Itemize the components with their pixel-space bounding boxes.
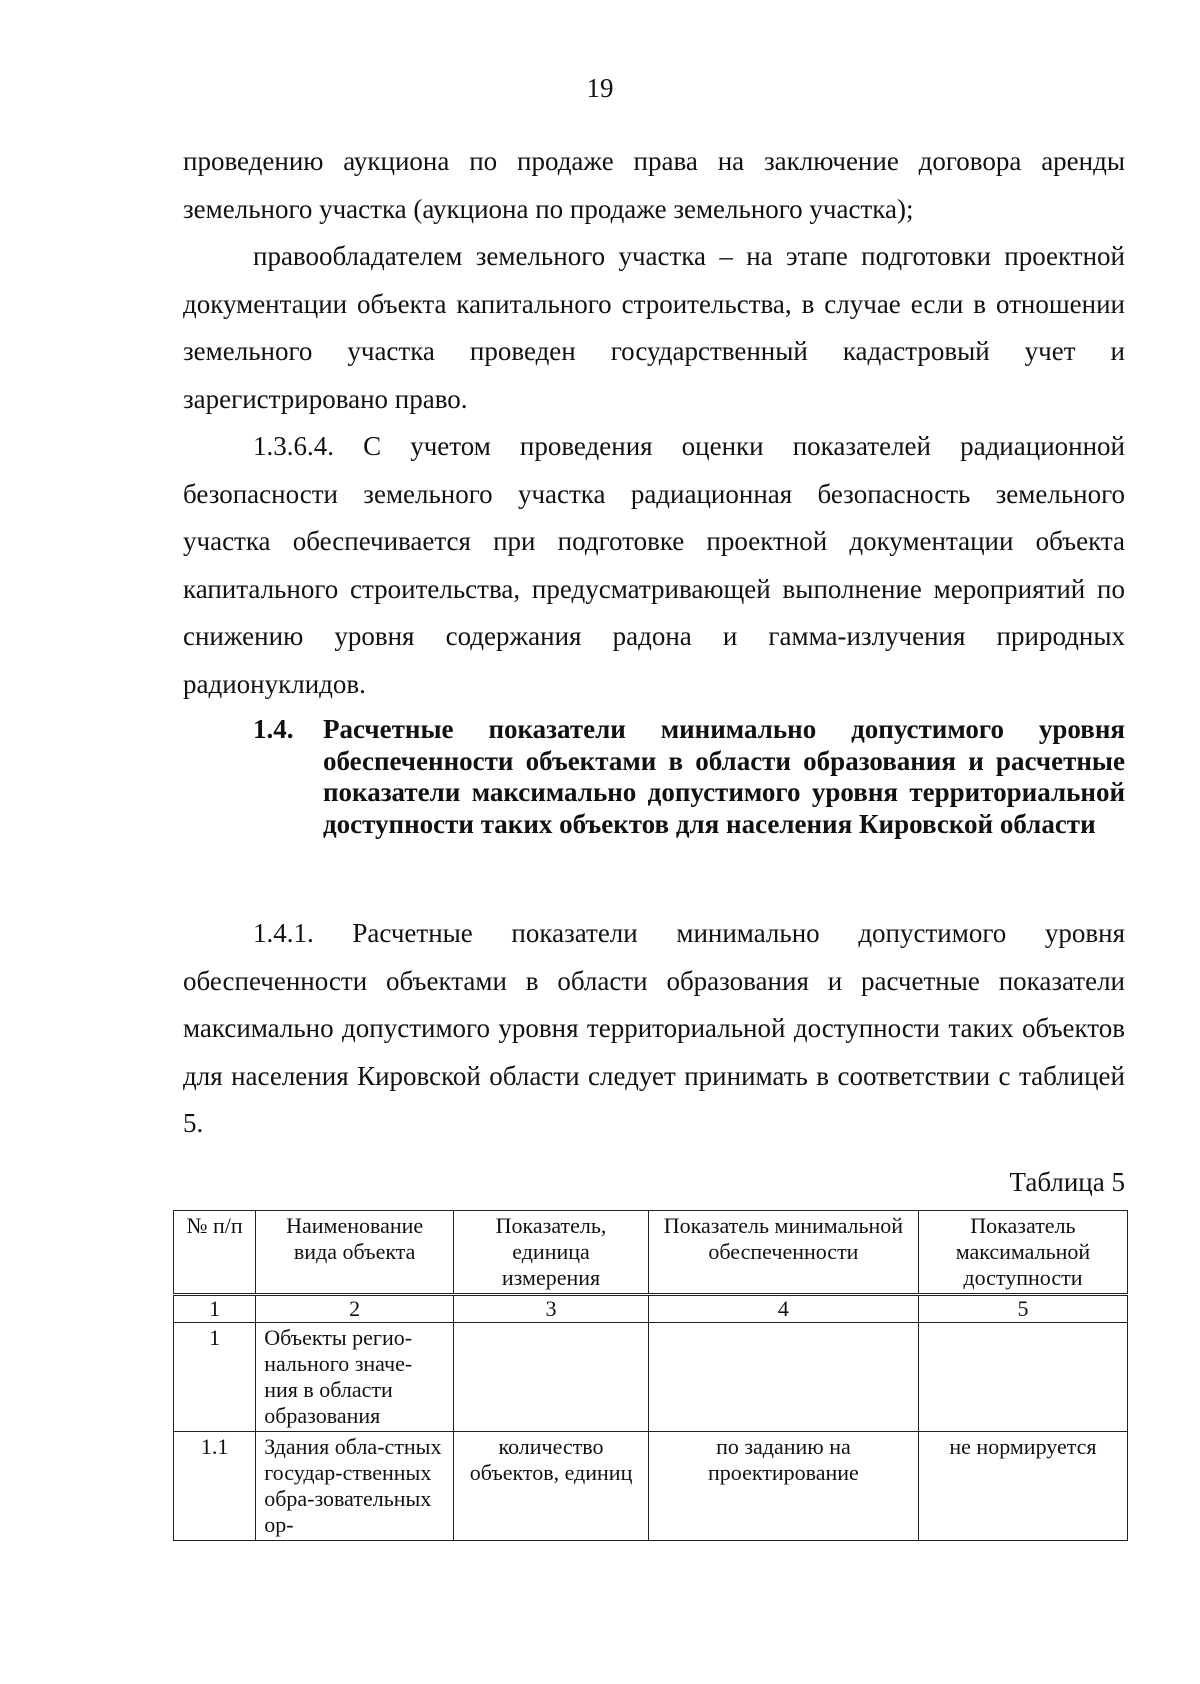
column-number-cell: 3 [454,1294,649,1322]
section-title: Расчетные показатели минимально допустимого уровня обеспеченности объектами в области образования и расчетные показатели максимально допустимого уровня территориальной доступности таких объектов для населения Кировской области [323,714,1125,839]
table-cell: по заданию на проектирование [648,1431,918,1540]
paragraph-1-3-6-4: 1.3.6.4. С учетом проведения оценки показателей радиационной безопасности земельного участка радиационная безопасность земельного участка обеспечивается при подготовке проектной документации объекта капитального строительства, предусматривающей выполнение мероприятий по снижению уровня содержания радона и гамма-излучения природных радионуклидов. [183,431,1125,699]
table-cell: 1 [174,1322,256,1431]
table-cell [648,1322,918,1431]
table-cell [454,1322,649,1431]
table-5 [173,1210,1128,1541]
document-body [183,138,1125,1537]
column-number-cell: 5 [918,1294,1127,1322]
header-cell: Показатель минимальной обеспеченности [648,1210,918,1294]
table-cell: 1.1 [174,1431,256,1540]
table-cell: количество объектов, единиц [454,1431,649,1540]
paragraph-1-4-1: 1.4.1. Расчетные показатели минимально допустимого уровня обеспеченности объектами в области образования и расчетные показатели максимально допустимого уровня территориальной доступности таких объектов для населения Кировской области следует принимать в соответствии с таблицей 5. [183,918,1125,1138]
header-cell: № п/п [174,1210,256,1294]
page-number: 19 [586,73,614,103]
column-number-cell: 4 [648,1294,918,1322]
paragraph-continuation: проведению аукциона по продаже права на заключение договора аренды земельного участка (аукциона по продаже земельного участка); [183,146,1125,224]
table-cell: не нормируется [918,1431,1127,1540]
table-cell: Объекты регио-нального значе-ния в области образования [256,1322,454,1431]
table-cell: Здания обла-стных государ-ственных обра-зовательных ор- [256,1431,454,1540]
header-cell: Показатель, единица измерения [454,1210,649,1294]
header-cell: Наименование вида объекта [256,1210,454,1294]
header-cell: Показатель максимальной доступности [918,1210,1127,1294]
table-row [174,1322,1128,1431]
table-column-numbers-row [174,1294,1128,1322]
paragraph-right-holder: правообладателем земельного участка – на этапе подготовки проектной документации объекта капитального строительства, в случае если в отношении земельного участка проведен государственный кадастровый учет и зарегистрировано право. [183,241,1125,414]
table-header-row [174,1210,1128,1294]
column-number-cell: 2 [256,1294,454,1322]
section-number: 1.4. [253,714,294,744]
table-row [174,1431,1128,1540]
section-heading [183,714,1125,840]
column-number-cell: 1 [174,1294,256,1322]
table-cell [918,1322,1127,1431]
table-caption: Таблица 5 [1009,1166,1125,1197]
